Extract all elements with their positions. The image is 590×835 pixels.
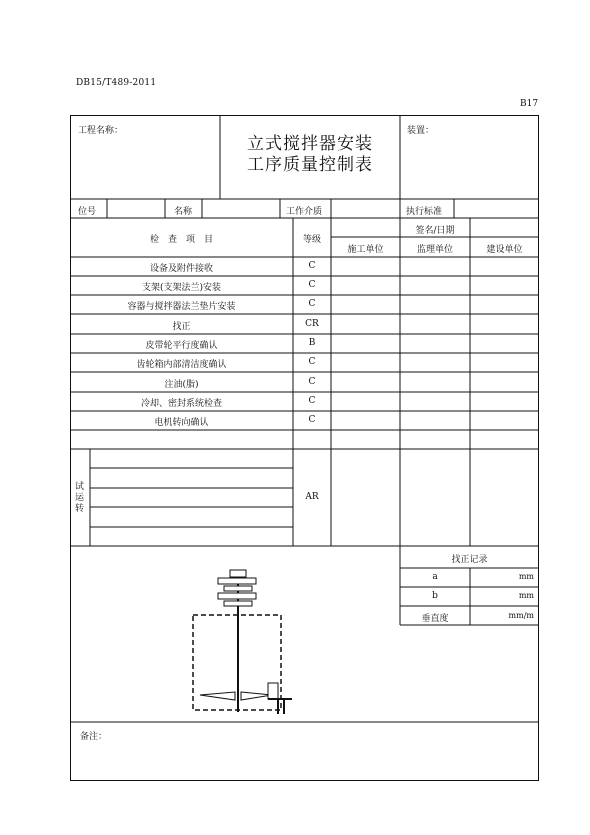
item-grade: C [308,299,316,309]
alignment-label-verticality: 垂直度 [421,614,449,624]
alignment-unit-a: mm [518,572,534,581]
form-title [220,134,400,176]
item-grade: C [308,261,316,271]
item-name: 齿轮箱内部清洁度确认 [136,360,227,370]
item-grade: B [308,338,316,348]
item-name: 支架(支架法兰)安装 [141,283,222,293]
alignment-title: 找正记录 [451,555,488,565]
item-name: 电机转向确认 [154,418,209,428]
standard-label: 执行标准 [406,207,443,217]
item-grade: C [308,357,316,367]
form-number: B17 [520,99,539,109]
item-grade: C [308,280,316,290]
standard-code: DB15/T489-2011 [76,78,157,88]
medium-label: 工作介质 [286,207,323,217]
position-label: 位号 [78,207,97,217]
alignment-label-b: b [432,591,438,601]
col-signature: 签名/日期 [415,226,455,236]
project-name-label: 工程名称： [78,126,124,136]
item-name: 注油(脂) [164,380,199,390]
item-name: 冷却、密封系统检查 [140,399,222,409]
item-name: 容器与搅拌器法兰垫片安装 [127,302,236,312]
col-supervision: 监理单位 [416,245,453,255]
device-label: 装置： [407,126,435,136]
trial-run-grade: AR [305,492,319,502]
form-title-line2: 工序质量控制表 [247,155,373,175]
alignment-label-a: a [432,572,438,582]
item-grade: CR [305,319,319,329]
col-grade: 等级 [302,235,321,245]
item-name: 找正 [172,322,191,332]
item-name: 皮带轮平行度确认 [145,341,218,351]
alignment-unit-verticality: mm/m [508,611,534,620]
item-name: 设备及附件接收 [149,264,213,274]
item-grade: C [308,396,316,406]
form-title-line1: 立式搅拌器安装 [247,134,373,154]
agitator-diagram [193,570,292,714]
col-item: 检 查 项 目 [149,235,213,245]
remarks-label: 备注： [80,732,108,742]
alignment-unit-b: mm [518,591,534,600]
name-label: 名称 [174,207,193,217]
trial-run-label: 试运转 [75,482,85,514]
item-grade: C [308,377,316,387]
item-grade: C [308,415,316,425]
col-owner: 建设单位 [486,245,523,255]
col-construction: 施工单位 [347,245,384,255]
